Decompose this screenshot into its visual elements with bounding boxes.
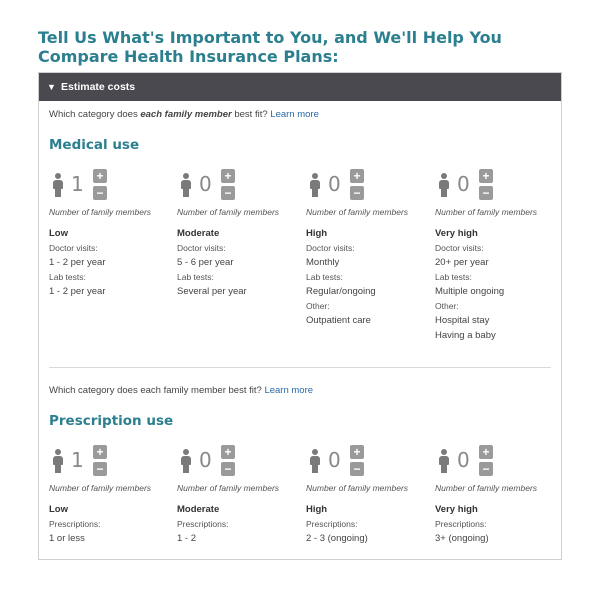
prescription-counter-low xyxy=(49,445,177,485)
person-icon xyxy=(52,449,64,473)
detail-label: Lab tests: xyxy=(306,272,343,282)
prescription-use-title: Prescription use xyxy=(49,413,174,429)
estimate-costs-toggle[interactable] xyxy=(39,73,561,101)
detail-value: 2 - 3 (ongoing) xyxy=(306,533,368,544)
tier-name: Low xyxy=(49,504,68,515)
plus-icon[interactable]: + xyxy=(93,445,107,459)
medical-prompt-prefix: Which category does xyxy=(49,109,141,120)
detail-label: Prescriptions: xyxy=(49,519,101,529)
count-label: Number of family members xyxy=(306,207,409,217)
medical-column-high xyxy=(306,169,434,326)
detail-value: Several per year xyxy=(177,286,247,297)
medical-counter-high xyxy=(306,169,434,209)
plus-icon[interactable]: + xyxy=(479,169,493,183)
medical-learn-more-link[interactable]: Learn more xyxy=(270,109,319,120)
medical-count-moderate: 0 xyxy=(199,172,212,196)
detail-label: Lab tests: xyxy=(435,272,472,282)
detail-value: 1 or less xyxy=(49,533,85,544)
person-icon xyxy=(309,449,321,473)
prescription-learn-more-link[interactable]: Learn more xyxy=(264,385,314,396)
tier-name: Low xyxy=(49,228,68,239)
plus-icon[interactable]: + xyxy=(350,169,364,183)
detail-label: Prescriptions: xyxy=(306,519,358,529)
minus-icon[interactable]: − xyxy=(93,186,107,200)
detail-value: Having a baby xyxy=(435,330,496,341)
person-icon xyxy=(52,173,64,197)
prescription-column-moderate xyxy=(177,445,305,544)
detail-value: 20+ per year xyxy=(435,257,489,268)
count-label: Number of family members xyxy=(435,207,538,217)
minus-icon[interactable]: − xyxy=(350,186,364,200)
count-label: Number of family members xyxy=(177,483,280,493)
medical-column-low xyxy=(49,169,177,297)
panel-header-label: Estimate costs xyxy=(61,81,136,93)
detail-value: 1 - 2 xyxy=(177,533,197,544)
tier-name: High xyxy=(306,228,328,239)
detail-value: Outpatient care xyxy=(306,315,371,326)
plus-icon[interactable]: + xyxy=(221,169,235,183)
detail-value: 1 - 2 per year xyxy=(49,286,106,297)
detail-label: Lab tests: xyxy=(177,272,214,282)
plus-icon[interactable]: + xyxy=(350,445,364,459)
prescription-prompt xyxy=(49,385,313,396)
detail-value: Multiple ongoing xyxy=(435,286,505,297)
detail-label: Doctor visits: xyxy=(177,243,226,253)
medical-prompt-emphasis: each family member xyxy=(140,109,232,120)
prescription-counter-very-high xyxy=(435,445,563,485)
medical-counter-very-high xyxy=(435,169,563,209)
count-label: Number of family members xyxy=(306,483,409,493)
person-icon xyxy=(309,173,321,197)
prescription-prompt-text: Which category does each family member best fit? xyxy=(49,385,265,396)
page-title: Tell Us What's Important to You, and We'll Help You Compare Health Insurance Plans: xyxy=(38,28,502,66)
prescription-count-moderate: 0 xyxy=(199,448,212,472)
medical-use-title: Medical use xyxy=(49,137,140,153)
medical-column-very-high xyxy=(435,169,563,341)
detail-label: Other: xyxy=(435,301,459,311)
medical-prompt-suffix: best fit? xyxy=(231,109,271,120)
prescription-column-very-high xyxy=(435,445,563,544)
medical-counter-low xyxy=(49,169,177,209)
detail-label: Doctor visits: xyxy=(49,243,98,253)
minus-icon[interactable]: − xyxy=(93,462,107,476)
medical-count-low: 1 xyxy=(71,172,84,196)
detail-value: 3+ (ongoing) xyxy=(435,533,489,544)
medical-count-very-high: 0 xyxy=(457,172,470,196)
plus-icon[interactable]: + xyxy=(93,169,107,183)
detail-value: 5 - 6 per year xyxy=(177,257,234,268)
detail-label: Prescriptions: xyxy=(435,519,487,529)
person-icon xyxy=(180,449,192,473)
estimate-costs-panel xyxy=(38,72,562,560)
prescription-column-high xyxy=(306,445,434,544)
count-label: Number of family members xyxy=(435,483,538,493)
medical-column-moderate xyxy=(177,169,305,297)
detail-label: Doctor visits: xyxy=(435,243,484,253)
medical-counter-moderate xyxy=(177,169,305,209)
prescription-counter-high xyxy=(306,445,434,485)
medical-prompt xyxy=(49,109,319,120)
count-label: Number of family members xyxy=(49,483,152,493)
detail-value: 1 - 2 per year xyxy=(49,257,106,268)
minus-icon[interactable]: − xyxy=(479,462,493,476)
detail-value: Hospital stay xyxy=(435,315,490,326)
tier-name: Very high xyxy=(435,504,478,515)
count-label: Number of family members xyxy=(49,207,152,217)
detail-label: Prescriptions: xyxy=(177,519,229,529)
prescription-column-low xyxy=(49,445,177,544)
minus-icon[interactable]: − xyxy=(350,462,364,476)
tier-name: Moderate xyxy=(177,504,220,515)
count-label: Number of family members xyxy=(177,207,280,217)
person-icon xyxy=(438,449,450,473)
minus-icon[interactable]: − xyxy=(221,462,235,476)
person-icon xyxy=(438,173,450,197)
section-divider xyxy=(49,367,551,368)
minus-icon[interactable]: − xyxy=(479,186,493,200)
plus-icon[interactable]: + xyxy=(221,445,235,459)
minus-icon[interactable]: − xyxy=(221,186,235,200)
tier-name: High xyxy=(306,504,328,515)
detail-value: Monthly xyxy=(306,257,340,268)
tier-name: Moderate xyxy=(177,228,220,239)
prescription-count-low: 1 xyxy=(71,448,84,472)
detail-label: Doctor visits: xyxy=(306,243,355,253)
detail-label: Lab tests: xyxy=(49,272,86,282)
medical-count-high: 0 xyxy=(328,172,341,196)
person-icon xyxy=(180,173,192,197)
prescription-count-high: 0 xyxy=(328,448,341,472)
chevron-down-icon: ▼ xyxy=(47,82,56,92)
prescription-counter-moderate xyxy=(177,445,305,485)
tier-name: Very high xyxy=(435,228,478,239)
detail-label: Other: xyxy=(306,301,330,311)
prescription-count-very-high: 0 xyxy=(457,448,470,472)
detail-value: Regular/ongoing xyxy=(306,286,376,297)
plus-icon[interactable]: + xyxy=(479,445,493,459)
